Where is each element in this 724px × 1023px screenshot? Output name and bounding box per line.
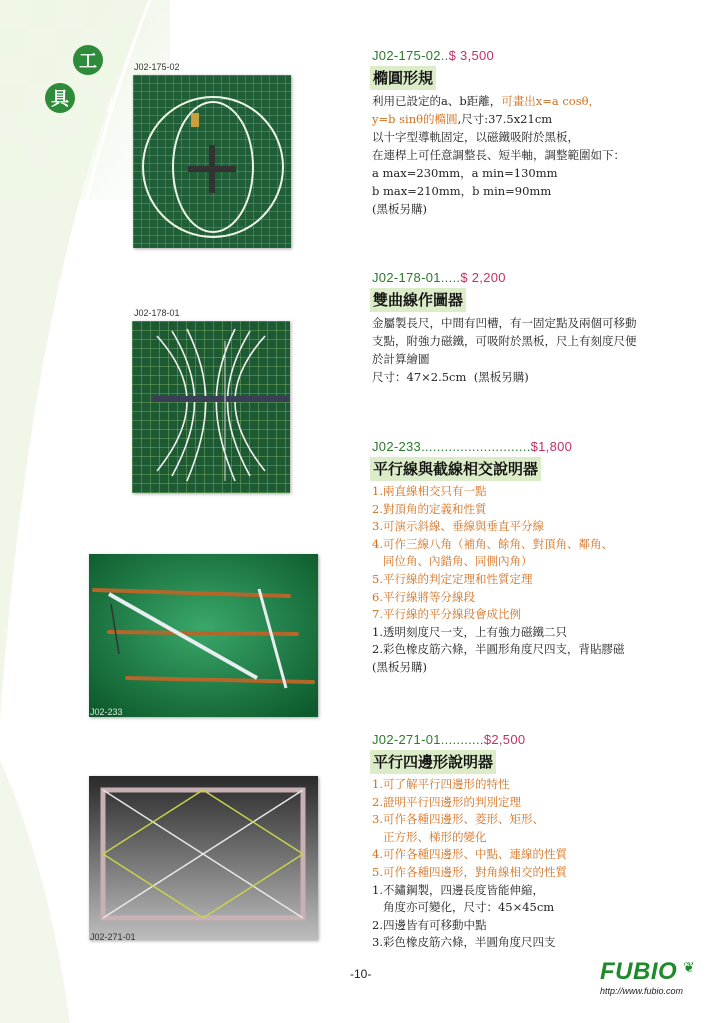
product-image-label: J02-175-02 <box>134 62 180 72</box>
product-title: 平行四邊形說明器 <box>370 750 496 774</box>
brand-url[interactable]: http://www.fubio.com <box>600 986 684 996</box>
product-code: J02-271-01...........$2,500 <box>372 732 526 747</box>
product-image-label: J02-178-01 <box>134 308 180 318</box>
product-code: J02-178-01.....$ 2,200 <box>372 270 506 285</box>
product-title: 橢圓形規 <box>370 66 436 90</box>
parallelogram-demonstrator-photo <box>89 776 318 940</box>
leaf-icon: ❦ <box>683 960 695 976</box>
hyperbola-drawer-photo <box>132 321 290 493</box>
feature-list: 1.可了解平行四邊形的特性 2.證明平行四邊形的判別定理 3.可作各種四邊形、菱形、矩形、 正方形、梯形的變化 4.可作各種四邊形、中點、連線的性質 5.可作各種四邊形，對角線相交的性質 1.不鏽鋼製，四邊長度皆能伸縮， 角度亦可變化，尺寸：45×45cm 2.四邊皆有可移動中點 3.彩色橡皮筋六條，半圓角度尺四支 <box>372 777 567 950</box>
parallel-lines-photo <box>89 554 318 717</box>
product-description: 金屬製長尺，中間有凹槽，有一固定點及兩個可移動 支點，附強力磁鐵，可吸附於黑板，尺上有刻度尺便 於計算繪圖 尺寸：47×2.5cm (黑板另購) <box>372 316 637 384</box>
product-image-label: J02-233 <box>90 707 123 717</box>
product-code: J02-233............................$1,800 <box>372 439 573 454</box>
product-title: 平行線與截線相交說明器 <box>370 457 541 481</box>
feature-list: 1.兩直線相交只有一點 2.對頂角的定義和性質 3.可演示斜線、垂線與垂直平分線 4.可作三線八角（補角、餘角、對頂角、鄰角、 同位角、內錯角、同側內角） 5.平行線的判定定理和性質定理 6.平行線將等分線段 7.平行線的平分線段會成比例 1.透明刻度尺一支，上有強力磁鐵二只 2.彩色橡皮筋六條，半圓形角度尺四支，背貼膠磁 (黑板另購) <box>372 484 625 674</box>
brand-logo: FUBIO <box>600 958 678 985</box>
page-number: -10- <box>350 967 372 981</box>
product-description: 利用已設定的a、b距離，可畫出x=a cosθ， y=b sinθ的橢圓,尺寸:37.5x21cm 以十字型導軌固定，以磁鐵吸附於黑板， 在連桿上可任意調整長、短半軸，調整範圍如下： a max=230mm，a min=130mm b max=210mm，b min=90mm (黑板另購) <box>372 94 625 216</box>
product-title: 雙曲線作圖器 <box>370 288 466 312</box>
category-marker-2: 具 <box>45 83 75 113</box>
product-code: J02-175-02..$ 3,500 <box>372 48 495 63</box>
ellipse-compass-photo <box>133 75 291 248</box>
category-marker-1: 工 <box>73 45 103 75</box>
product-image-label: J02-271-01 <box>90 932 136 942</box>
